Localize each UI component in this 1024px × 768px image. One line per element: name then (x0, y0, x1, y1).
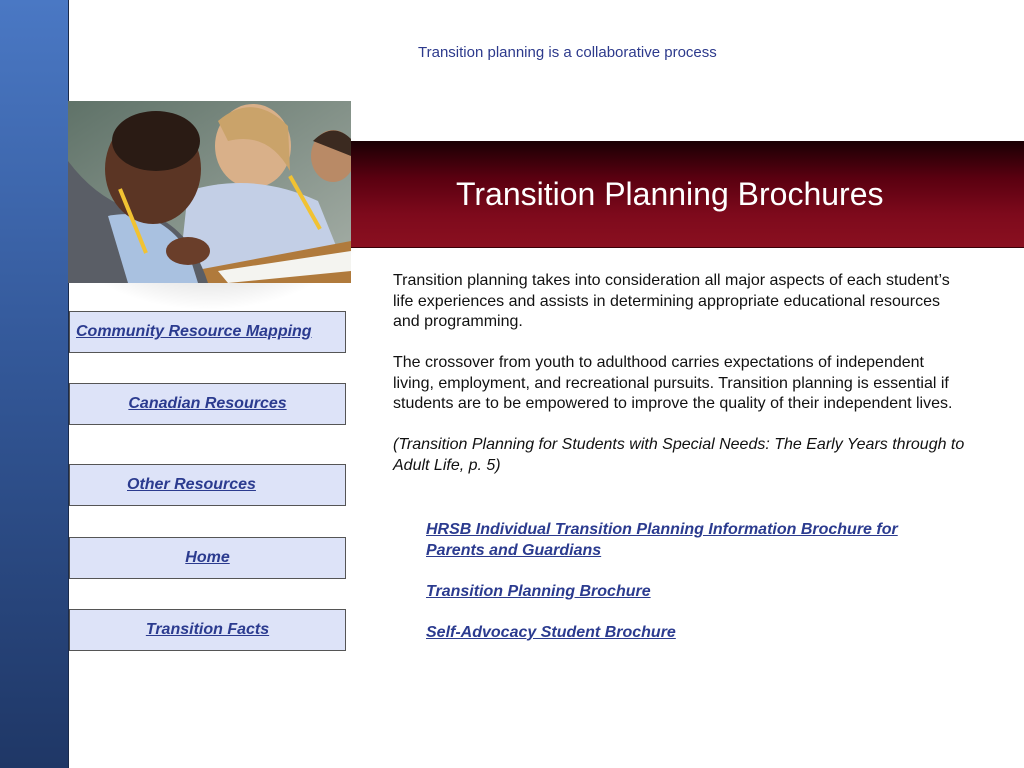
nav-label[interactable]: Other Resources (127, 476, 256, 493)
brochure-links (426, 520, 956, 664)
main-text (393, 271, 968, 497)
tagline: Transition planning is a collaborative process (418, 44, 717, 61)
nav-button-canadian-resources[interactable] (69, 383, 346, 425)
nav-button-transition-facts[interactable] (69, 609, 346, 651)
link-hrsb-brochure[interactable]: HRSB Individual Transition Planning Information Brochure for Parents and Guardians (426, 521, 898, 559)
nav-label[interactable]: Home (185, 549, 230, 566)
paragraph: Transition planning takes into consideration all major aspects of each student’s life experiences and assists in determining appropriate educational resources and programming. (393, 272, 950, 330)
nav-label[interactable]: Transition Facts (145, 621, 270, 638)
citation: (Transition Planning for Students with Special Needs: The Early Years through to Adult Life, p. 5) (393, 436, 965, 474)
nav-button-home[interactable] (69, 537, 346, 579)
nav-button-other-resources[interactable] (69, 464, 346, 506)
paragraph: The crossover from youth to adulthood carries expectations of independent living, employment, and recreational pursuits. Transition planning is essential if students are to be empowered to improve the quality of their independent lives. (393, 354, 953, 412)
link-self-advocacy-brochure[interactable]: Self-Advocacy Student Brochure (426, 623, 676, 641)
nav-label[interactable]: Community Resource Mapping (76, 323, 312, 340)
page-title: Transition Planning Brochures (456, 176, 884, 212)
nav-label[interactable]: Canadian Resources (128, 395, 287, 412)
nav-button-community-resource-mapping[interactable] (69, 311, 346, 353)
students-writing-photo (68, 101, 351, 283)
left-sidebar-bar (0, 0, 69, 768)
link-transition-planning-brochure[interactable]: Transition Planning Brochure (426, 582, 651, 600)
